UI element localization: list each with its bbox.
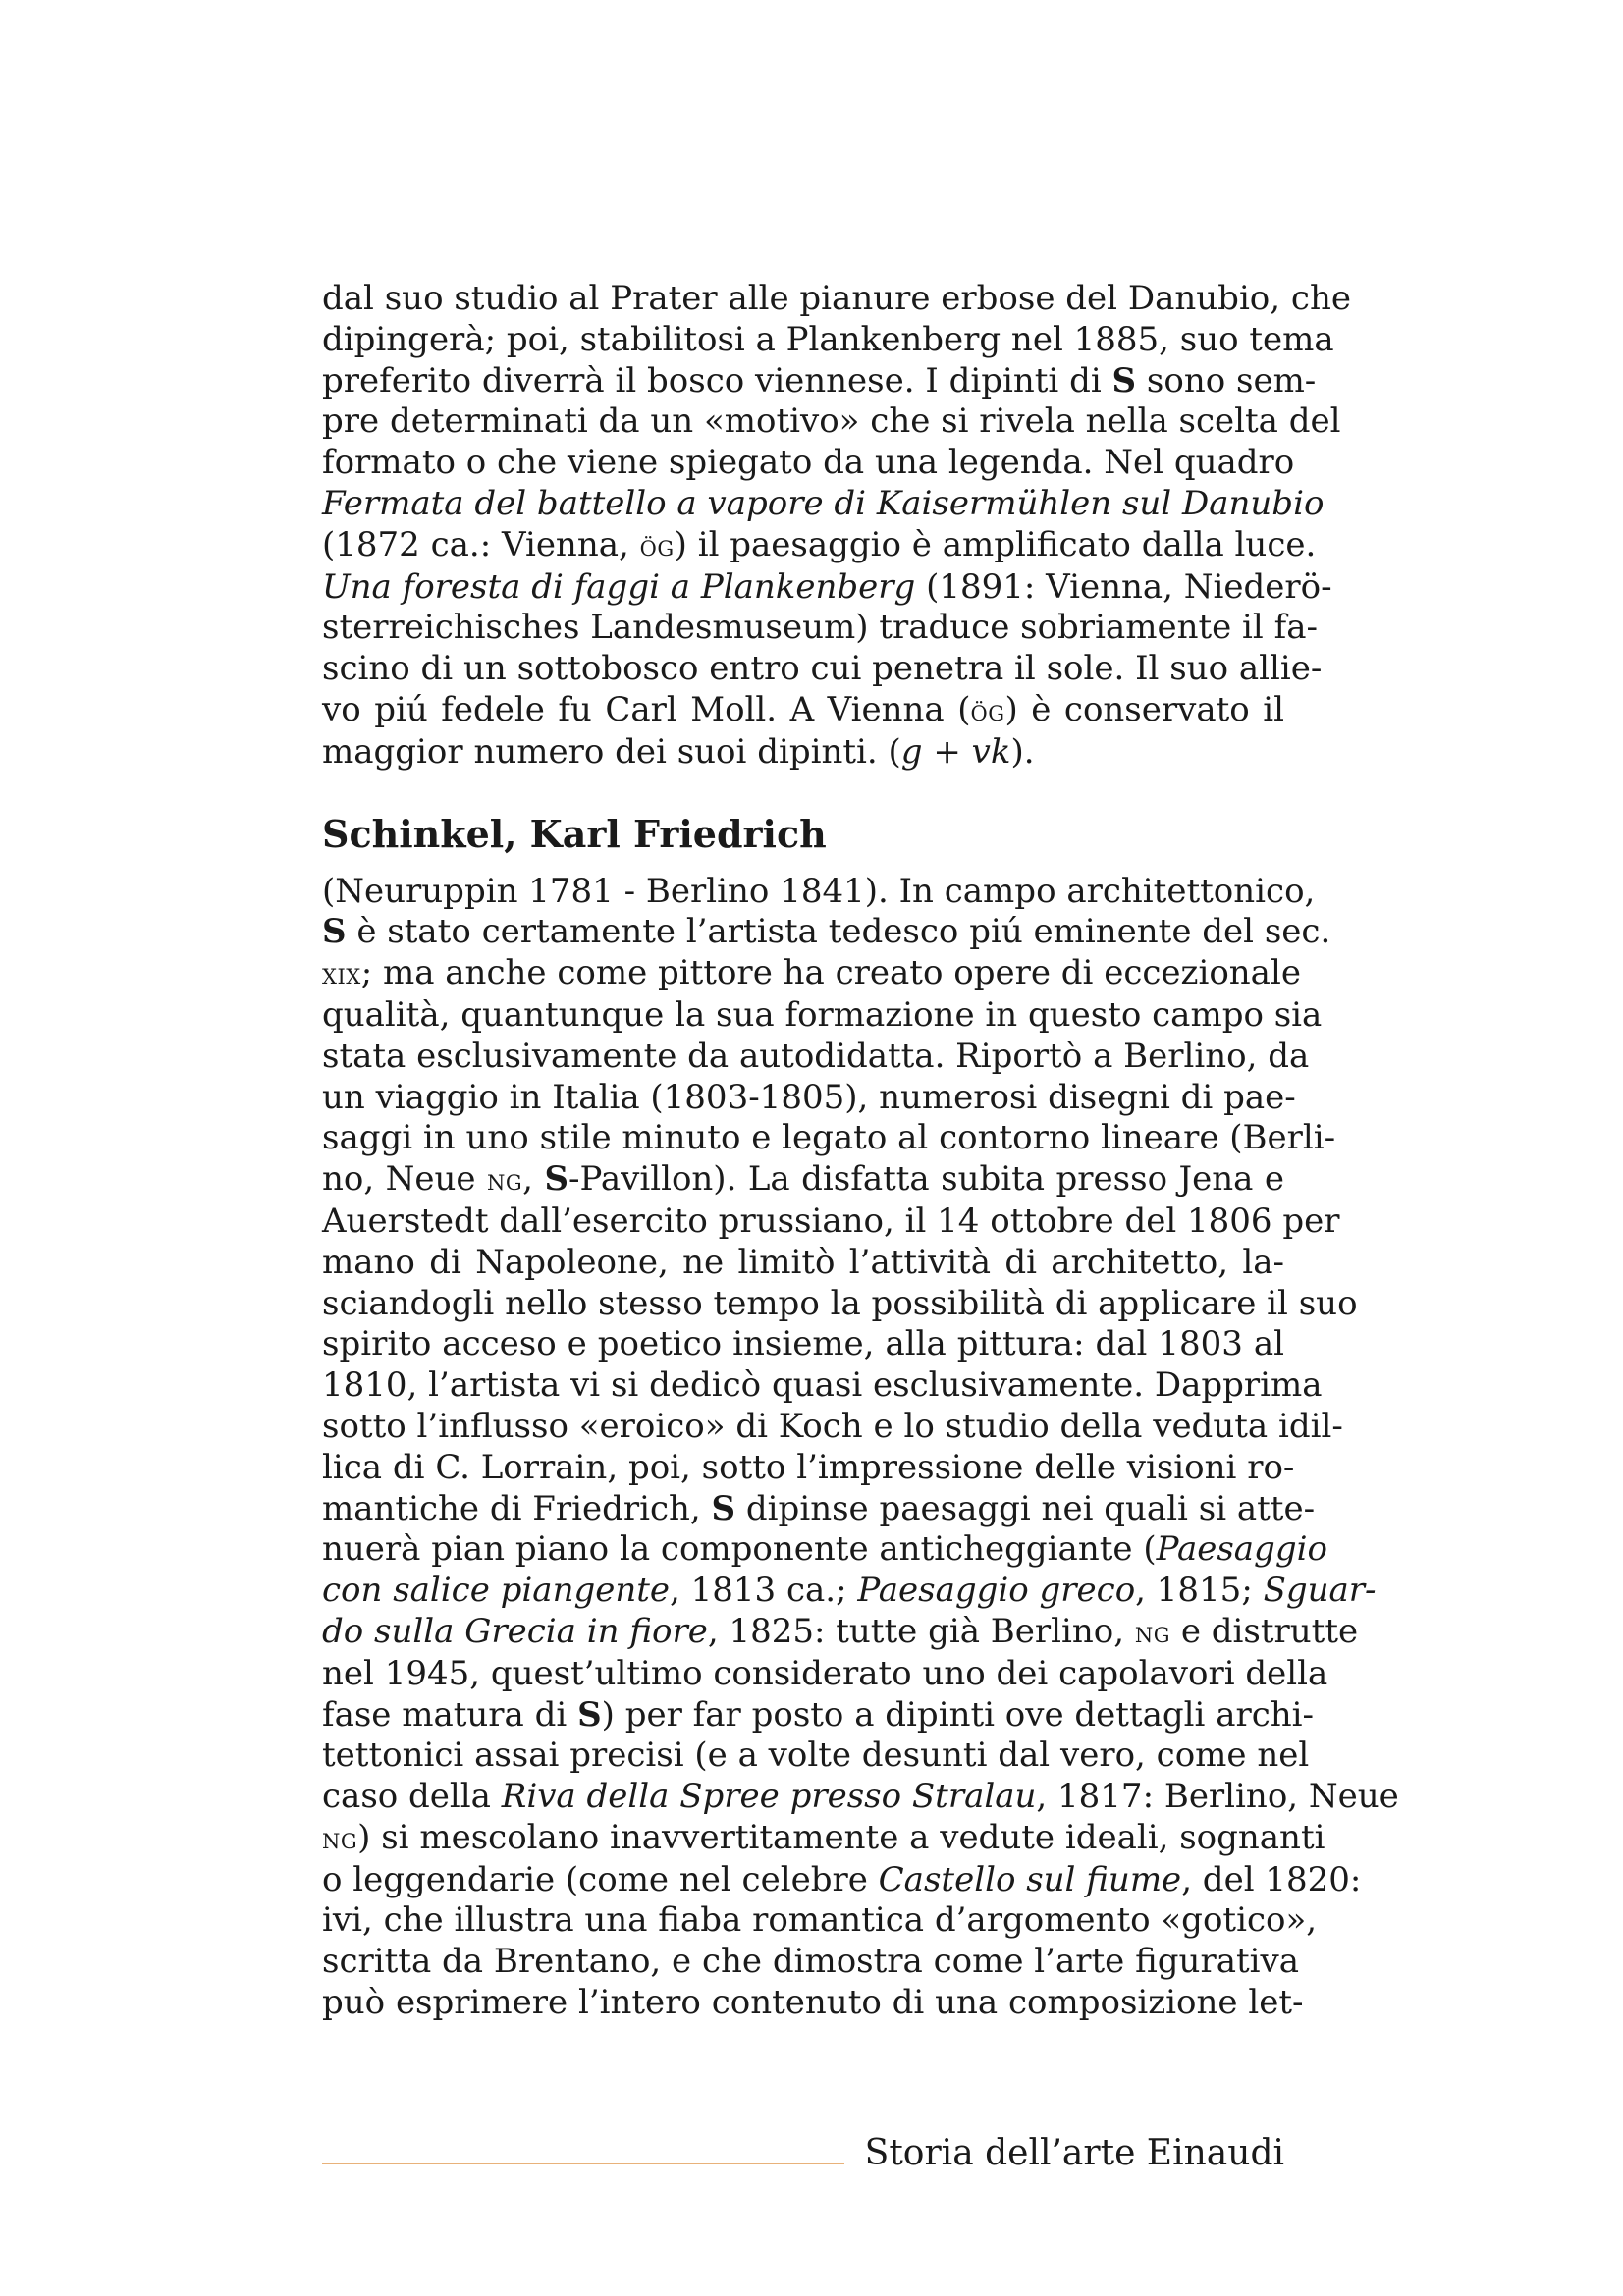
artist-abbrev: S [544,1159,568,1200]
text-line: scritta da Brentano, e che dimostra come l’arte figurativa [322,1942,1299,1982]
text-line: fase matura di S) per far posto a dipinti ove dettagli archi- [322,1694,1315,1735]
artwork-title: Paesaggio greco [857,1571,1136,1611]
text-line: xix; ma anche come pittore ha creato opere di eccezionale [322,953,1301,993]
text-line: vo piú fedele fu Carl Moll. A Vienna (ög) è conservato il [322,689,1285,729]
text-line: Una foresta di faggi a Plankenberg (1891: Vienna, Niederö- [322,566,1332,607]
artwork-title: con salice piangente [322,1571,671,1611]
author-initials: g + vk [900,731,1011,772]
continuation-paragraph [322,279,1351,774]
artist-abbrev: S [322,912,347,952]
text-line: preferito diverrà il bosco viennese. I dipinti di S sono sem- [322,360,1317,400]
museum-abbrev: ng [487,1163,523,1199]
artist-abbrev: S [711,1488,736,1528]
artist-abbrev: S [577,1694,602,1735]
text-line: (Neuruppin 1781 - Berlino 1841). In campo architettonico, [322,871,1316,911]
text-line: spirito acceso e poetico insieme, alla pittura: dal 1803 al [322,1324,1284,1364]
footer-series-title: Storia dell’arte Einaudi [864,2133,1284,2173]
text-line: tettonici assai precisi (e a volte desunti dal vero, come nel [322,1735,1310,1776]
text-line: dipingerà; poi, stabilitosi a Plankenberg nel 1885, suo tema [322,319,1334,359]
artwork-title: Paesaggio [1156,1529,1327,1570]
century-numeral: xix [322,957,361,992]
text-line: sterreichisches Landesmuseum) traduce sobriamente il fa- [322,608,1318,648]
text-line: qualità, quantunque la sua formazione in questo campo sia [322,994,1323,1035]
footer-divider [322,2163,844,2164]
text-line: ng) si mescolano inavvertitamente a vedute ideali, sognanti [322,1817,1325,1857]
text-line: con salice piangente, 1813 ca.; Paesaggio greco, 1815; Sguar- [322,1571,1377,1611]
text-line: nel 1945, quest’ultimo considerato uno dei capolavori della [322,1653,1328,1693]
museum-abbrev: ng [322,1821,358,1856]
text-column [322,279,1399,2024]
text-line: nuerà pian piano la componente anticheggiante (Paesaggio [322,1529,1327,1570]
text-line: no, Neue ng, S-Pavillon). La disfatta subita presso Jena e [322,1159,1285,1200]
artwork-title: Una foresta di faggi a Plankenberg [322,566,916,607]
artwork-title: Sguar- [1263,1571,1377,1611]
text-line: o leggendarie (come nel celebre Castello sul fiume, del 1820: [322,1859,1362,1899]
text-line: lica di C. Lorrain, poi, sotto l’impressione delle visioni ro- [322,1447,1295,1487]
text-line: Auerstedt dall’esercito prussiano, il 14 ottobre del 1806 per [322,1201,1340,1241]
text-line: scino di un sottobosco entro cui penetra il sole. Il suo allie- [322,649,1323,689]
text-line: stata esclusivamente da autodidatta. Riportò a Berlino, da [322,1036,1310,1076]
artist-abbrev: S [1111,360,1137,400]
text-line: S è stato certamente l’artista tedesco piú eminente del sec. [322,912,1331,952]
artwork-title: Castello sul fiume [878,1859,1182,1899]
text-line: pre determinati da un «motivo» che si rivela nella scelta del [322,401,1341,442]
text-line: un viaggio in Italia (1803-1805), numerosi disegni di pae- [322,1077,1296,1117]
artwork-title: Riva della Spree presso Stralau [501,1777,1037,1817]
artwork-title: do sulla Grecia in fiore [322,1611,708,1651]
text-line: 1810, l’artista vi si dedicò quasi esclusivamente. Dapprima [322,1365,1323,1406]
text-line: può esprimere l’intero contenuto di una composizione let- [322,1983,1304,2023]
museum-abbrev: ög [970,693,1005,728]
page-footer [322,2130,1284,2189]
text-line: (1872 ca.: Vienna, ög) il paesaggio è amplificato dalla luce. [322,524,1317,564]
text-line: maggior numero dei suoi dipinti. (g + vk). [322,731,1035,772]
text-line [322,483,1325,525]
text-line: formato o che viene spiegato da una legenda. Nel quadro [322,443,1295,483]
text-line: caso della Riva della Spree presso Stralau, 1817: Berlino, Neue [322,1777,1399,1817]
text-line: do sulla Grecia in fiore, 1825: tutte già Berlino, ng e distrutte [322,1611,1359,1651]
text-line: ivi, che illustra una fiaba romantica d’argomento «gotico», [322,1900,1318,1941]
text-line: sciandogli nello stesso tempo la possibilità di applicare il suo [322,1283,1358,1323]
text-line: saggi in uno stile minuto e legato al contorno lineare (Berli- [322,1118,1336,1158]
text-line: mano di Napoleone, ne limitò l’attività di architetto, la- [322,1242,1284,1282]
text-line: dal suo studio al Prater alle pianure erbose del Danubio, che [322,279,1351,318]
museum-abbrev: ng [1134,1615,1171,1650]
text-line: mantiche di Friedrich, S dipinse paesaggi nei quali si atte- [322,1488,1316,1528]
artwork-title: Fermata del battello a vapore di Kaisermühlen sul Danubio [322,483,1325,523]
text-line: sotto l’influsso «eroico» di Koch e lo studio della veduta idil- [322,1406,1343,1446]
entry-heading: Schinkel, Karl Friedrich [322,811,827,856]
entry-paragraph [322,871,1399,2024]
museum-abbrev: ög [639,528,675,563]
